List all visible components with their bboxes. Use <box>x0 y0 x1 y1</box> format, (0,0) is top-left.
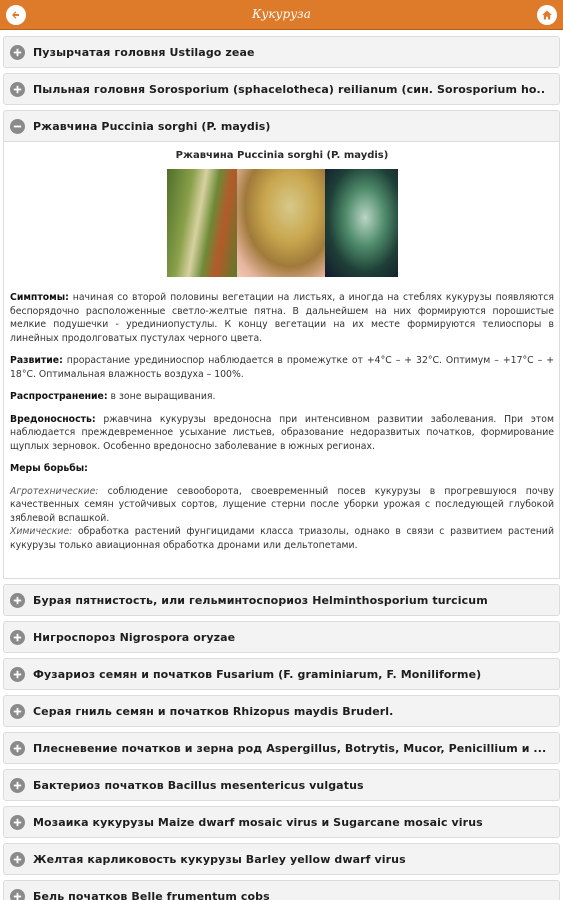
accordion-label: Бель початков Belle frumentum cobs <box>33 889 270 900</box>
plus-circle-icon <box>10 741 25 756</box>
plus-circle-icon <box>10 778 25 793</box>
photo-leaf-spots <box>325 169 398 277</box>
agro-text: соблюдение севооборота, своевременный посев кукурузы в прогревшуюся почву качественных семян устойчивых сортов, лущение стерни после уборки урожая с последующей глубокой зяблевой вспашкой. <box>10 485 554 524</box>
minus-circle-icon <box>10 119 25 134</box>
symptoms-text: начиная со второй половины вегетации на листьях, а иногда на стеблях кукурузы появляются беспорядочно расположенные светло-желтые пятна. В дальнейшем на них формируются порошистые мелкие подушечки - урединиопустулы. К концу вегетации на их месте формируются телиоспоры в линейных продолговатых пустулах черного цвета. <box>10 292 554 344</box>
accordion-item[interactable] <box>3 73 560 105</box>
photo-corn-stalk <box>167 169 237 277</box>
accordion-panel <box>3 142 560 579</box>
accordion-label: Пыльная головня Sorosporium (sphacelotheca) reilianum (син. Sorosporium ho.. <box>33 82 546 96</box>
accordion-label: Мозаика кукурузы Maize dwarf mosaic virus и Sugarcane mosaic virus <box>33 815 483 829</box>
plus-circle-icon <box>10 45 25 60</box>
accordion-label: Пузырчатая головня Ustilago zeae <box>33 45 255 59</box>
accordion-label: Бурая пятнистость, или гельминтоспориоз Helminthosporium turcicum <box>33 593 488 607</box>
symptoms-label: Симптомы: <box>10 292 69 303</box>
plus-circle-icon <box>10 593 25 608</box>
harm-paragraph <box>10 413 554 454</box>
plus-circle-icon <box>10 852 25 867</box>
chem-paragraph <box>10 525 554 552</box>
development-text: прорастание урединиоспор наблюдается в промежутке от +4°C – + 32°C. Оптимум – +17°C – + 18°C. Оптимальная влажность воздуха – 100%. <box>10 355 554 380</box>
accordion-item[interactable] <box>3 584 560 616</box>
development-label: Развитие: <box>10 355 63 366</box>
accordion-label: Бактериоз початков Bacillus mesentericus vulgatus <box>33 778 364 792</box>
home-icon <box>541 9 553 21</box>
accordion-label: Желтая карликовость кукурузы Barley yellow dwarf virus <box>33 852 406 866</box>
accordion-item[interactable] <box>3 732 560 764</box>
chem-label: Химические: <box>10 526 73 537</box>
disease-photos <box>167 169 398 277</box>
accordion-item[interactable] <box>3 36 560 68</box>
panel-title: Ржавчина Puccinia sorghi (P. maydis) <box>175 150 389 161</box>
accordion-item-expanded[interactable] <box>3 110 560 142</box>
accordion-label: Плесневение початков и зерна род Aspergillus, Botrytis, Mucor, Penicillium и ... <box>33 741 547 755</box>
photo-rust-leaf <box>237 169 325 277</box>
home-button[interactable] <box>537 5 557 25</box>
accordion-label: Серая гниль семян и початков Rhizopus maydis Bruderl. <box>33 704 394 718</box>
app-header <box>0 0 563 30</box>
spread-text: в зоне выращивания. <box>107 391 216 402</box>
chem-text: обработка растений фунгицидами класса триазолы, однако в связи с развитием растений кукурузы только авиационная обработка дронами или дельтопетами. <box>10 526 554 551</box>
symptoms-paragraph <box>10 291 554 345</box>
accordion-item[interactable] <box>3 658 560 690</box>
accordion-item[interactable] <box>3 843 560 875</box>
plus-circle-icon <box>10 82 25 97</box>
accordion-item[interactable] <box>3 806 560 838</box>
development-paragraph <box>10 354 554 381</box>
harm-text: ржавчина кукурузы вредоносна при интенсивном развитии заболевания. При этом наблюдается преждевременное усыхание листьев, образование недоразвитых початков, формирование щуплых зерновок. Особенно вредоносно заболевание в южных регионах. <box>10 413 554 452</box>
page-title: Кукуруза <box>252 7 311 21</box>
accordion-label: Фузариоз семян и початков Fusarium (F. graminiarum, F. Moniliforme) <box>33 667 482 681</box>
control-heading <box>10 462 554 476</box>
agro-paragraph <box>10 485 554 526</box>
plus-circle-icon <box>10 667 25 682</box>
accordion-item[interactable] <box>3 621 560 653</box>
spread-label: Распространение: <box>10 391 108 402</box>
accordion-label: Нигроспороз Nigrospora oryzae <box>33 630 236 644</box>
plus-circle-icon <box>10 630 25 645</box>
harm-label: Вредоносность: <box>10 413 96 425</box>
control-label: Меры борьбы: <box>10 463 88 474</box>
plus-circle-icon <box>10 704 25 719</box>
accordion-item[interactable] <box>3 880 560 900</box>
plus-circle-icon <box>10 889 25 900</box>
accordion-item[interactable] <box>3 769 560 801</box>
spread-paragraph <box>10 390 554 404</box>
accordion-list-rest <box>3 584 560 900</box>
accordion-label: Ржавчина Puccinia sorghi (P. maydis) <box>33 119 271 133</box>
agro-label: Агротехнические: <box>10 485 99 497</box>
disease-list <box>0 31 563 900</box>
plus-circle-icon <box>10 815 25 830</box>
accordion-item[interactable] <box>3 695 560 727</box>
